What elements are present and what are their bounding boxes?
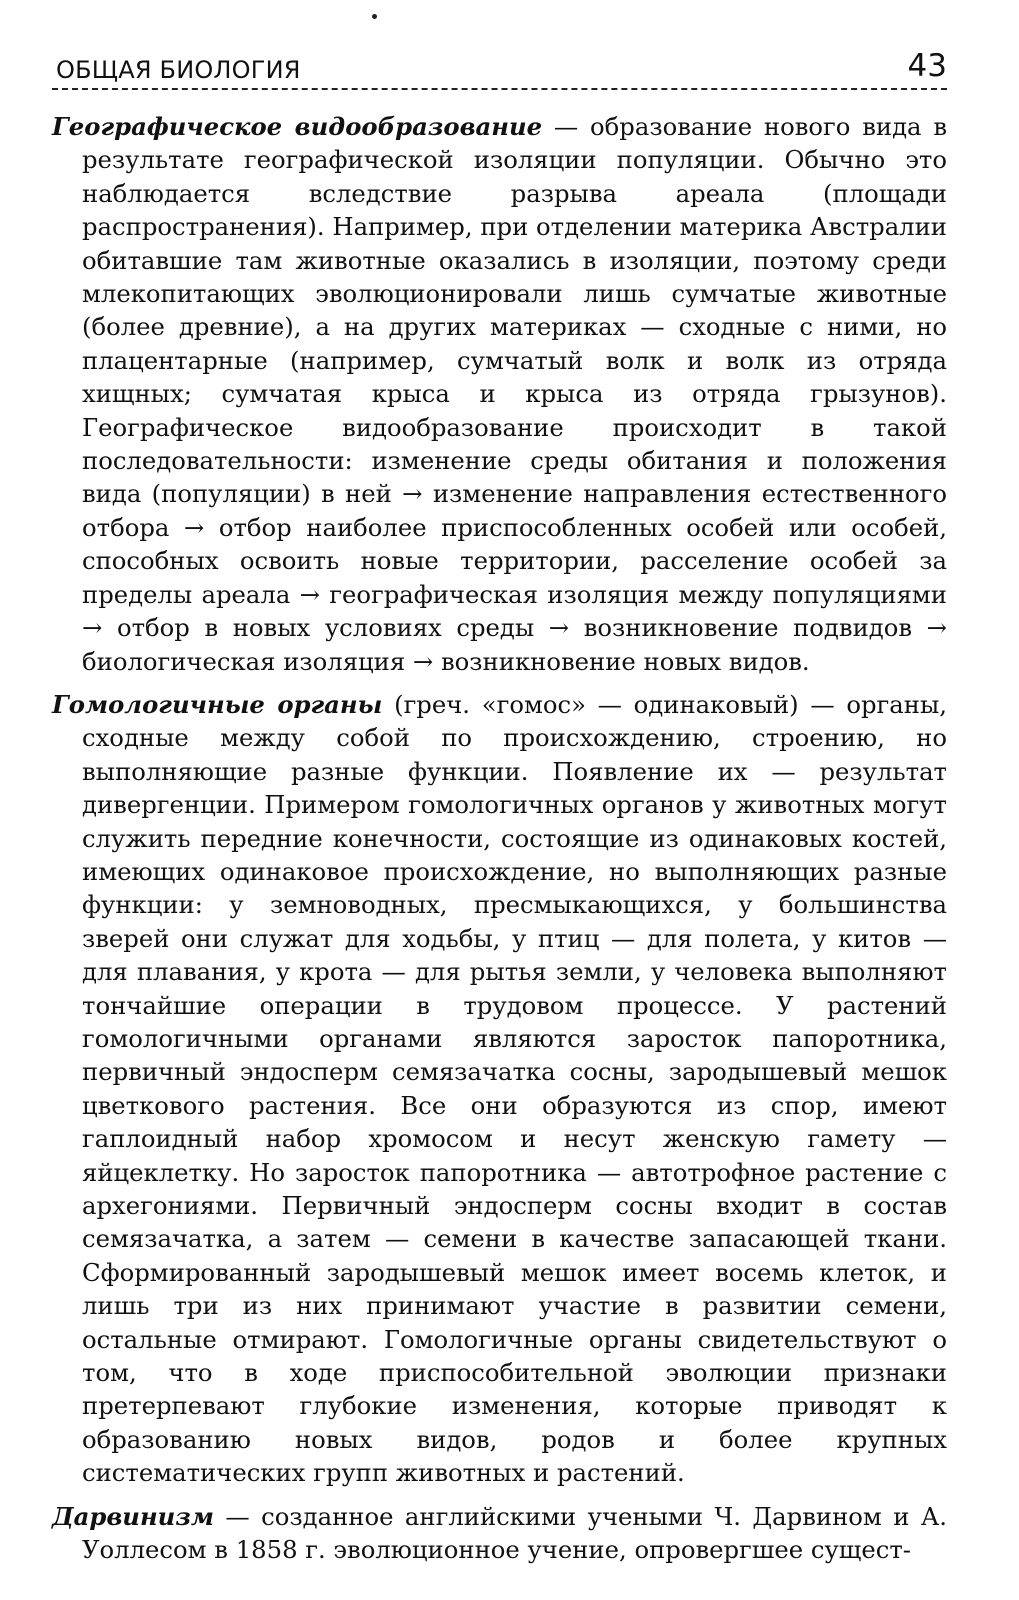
page-number: 43 xyxy=(907,48,947,84)
scan-speck xyxy=(372,14,377,19)
page-body xyxy=(52,110,947,1576)
glossary-entry-homologous-organs xyxy=(52,688,947,1490)
page-header xyxy=(52,42,947,92)
glossary-entry-geographic-speciation xyxy=(52,110,947,678)
entry-term: Дарвинизм xyxy=(52,1501,214,1531)
entry-definition: (греч. «гомос» — одинаковый) — органы, сходные между собой по происхождению, строению, но выполняющие разные функции. Появление их — результат дивергенции. Примером гомологичных органов у животных могут служить передние конечности, состоящие из одинаковых костей, имеющих одинаковое происхождение, но выполняющих разные функции: у земноводных, пресмыкающихся, у большинства зверей они служат для ходьбы, у птиц — для полета, у китов — для плавания, у крота — для рытья земли, у человека выполняют тончайшие операции в трудовом процессе. У растений гомологичными органами являются заросток папоротника, первичный эндосперм семязачатка сосны, зародышевый мешок цветкового растения. Все они образуются из спор, имеют гаплоидный набор хромосом и несут женскую гамету — яйцеклетку. Но заросток папоротника — автотрофное растение с архегониями. Первичный эндосперм сосны входит в состав семязачатка, а затем — семени в качестве запасающей ткани. Сформированный зародышевый мешок имеет восемь клеток, и лишь три из них принимают участие в развитии семени, остальные отмирают. Гомологичные органы свидетельствуют о том, что в ходе приспособительной эволюции признаки претерпевают глубокие изменения, которые приводят к образованию новых видов, родов и более крупных систематических групп животных и растений. xyxy=(82,689,948,1488)
header-divider xyxy=(52,88,947,90)
glossary-entry-darwinism xyxy=(52,1500,947,1567)
entry-term: Гомологичные органы xyxy=(52,689,383,719)
entry-term: Географическое видообразование xyxy=(52,112,543,141)
entry-definition: — созданное английскими учеными Ч. Дарвином и А. Уоллесом в 1858 г. эволюционное учение, опровергшее сущест- xyxy=(82,1501,947,1565)
running-head: ОБЩАЯ БИОЛОГИЯ xyxy=(56,56,301,84)
entry-definition: — образование нового вида в результате географической изоляции популяции. Обычно это наблюдается вследствие разрыва ареала (площади распространения). Например, при отделении материка Австралии обитавшие там животные оказались в изоляции, поэтому среди млекопитающих эволюционировали лишь сумчатые животные (более древние), а на других материках — сходные с ними, но плацентарные (например, сумчатый волк и волк из отряда хищных; сумчатая крыса и крыса из отряда грызунов). Географическое видообразование происходит в такой последовательности: изменение среды обитания и положения вида (популяции) в ней → изменение направления естественного отбора → отбор наиболее приспособленных особей или особей, способных освоить новые территории, расселение особей за пределы ареала → географическая изоляция между популяциями → отбор в новых условиях среды → возникновение подвидов → биологическая изоляция → возникновение новых видов. xyxy=(82,112,947,676)
